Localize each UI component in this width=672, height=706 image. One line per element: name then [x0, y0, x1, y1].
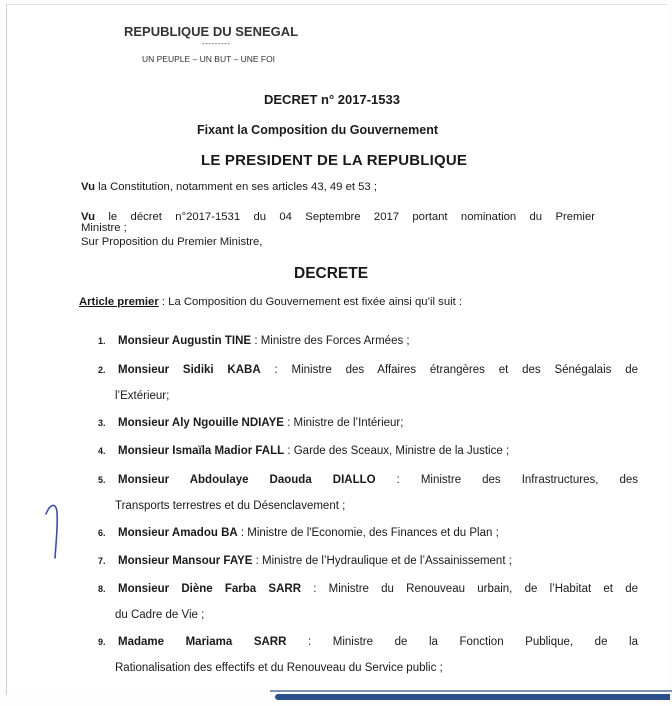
decree-subject: Fixant la Composition du Gouvernement [197, 123, 438, 137]
member-role-continued: Transports terrestres et du Désenclavement ; [115, 500, 346, 512]
member-role: : Ministre des Affaires étrangères et des Sénégalais de [274, 364, 638, 376]
member-line [118, 445, 509, 457]
country-header: REPUBLIQUE DU SENEGAL [124, 24, 299, 39]
member-name: Monsieur Aly Ngouille NDIAYE [118, 417, 284, 429]
member-number: 6. [98, 528, 106, 538]
member-number: 2. [98, 365, 106, 375]
preamble-line-2b: Ministre ; [81, 222, 127, 234]
member-number: 9. [98, 637, 106, 647]
member-role-continued: Rationalisation des effectifs et du Renouveau du Service public ; [115, 662, 443, 674]
scan-edge-line [270, 690, 672, 692]
member-name: Monsieur Augustin TINE [118, 335, 252, 347]
member-number: 1. [98, 336, 106, 346]
vu-label: Vu [81, 181, 96, 193]
member-name: Monsieur Ismaïla Madior FALL [118, 445, 285, 457]
member-role: : Ministre de l'Economie, des Finances et du Plan ; [240, 527, 499, 539]
decrete-heading: DECRETE [294, 265, 369, 282]
member-name: Monsieur Abdoulaye Daouda DIALLO [118, 474, 376, 486]
header-separator: --------- [202, 39, 231, 48]
member-line [118, 636, 638, 648]
member-line [118, 555, 512, 567]
member-role: : Ministre des Forces Armées ; [254, 335, 410, 347]
decree-number: DECRET n° 2017-1533 [264, 92, 400, 107]
member-role: : Ministre de la Fonction Publique, de la [308, 636, 638, 648]
member-name: Madame Mariama SARR [118, 636, 287, 648]
member-number: 7. [98, 556, 106, 566]
member-name: Monsieur Diène Farba SARR [118, 583, 302, 595]
article-text: : La Composition du Gouvernement est fixée ainsi qu’il suit : [158, 296, 463, 308]
member-name: Monsieur Sidiki KABA [118, 364, 261, 376]
member-number: 4. [98, 446, 106, 456]
member-number: 5. [98, 475, 106, 485]
member-role: : Ministre des Infrastructures, des [396, 474, 638, 486]
member-role-continued: du Cadre de Vie ; [115, 609, 205, 621]
vu-label-2: Vu [81, 211, 96, 223]
national-motto: UN PEUPLE – UN BUT – UNE FOI [142, 54, 276, 64]
member-line [118, 527, 499, 539]
member-line [118, 417, 403, 429]
member-role: : Ministre de l’Hydraulique et de l’Assainissement ; [255, 555, 512, 567]
member-role: : Garde des Sceaux, Ministre de la Justice ; [287, 445, 510, 457]
preamble-line-2 [81, 211, 595, 223]
member-line [118, 583, 638, 595]
article-premier [79, 296, 462, 308]
member-line [118, 335, 410, 347]
article-label: Article premier [79, 296, 159, 308]
handwritten-mark-1 [42, 500, 66, 562]
preamble-line-1 [81, 181, 377, 193]
member-number: 8. [98, 584, 106, 594]
preamble-line-2-text: le décret n°2017-1531 du 04 Septembre 2017 portant nomination du Premier [108, 211, 595, 223]
decree-authority: LE PRESIDENT DE LA REPUBLIQUE [201, 152, 468, 169]
scan-edge-bar [275, 694, 670, 700]
member-line [118, 474, 638, 486]
member-name: Monsieur Amadou BA [118, 527, 238, 539]
member-number: 3. [98, 418, 106, 428]
preamble-line-1-text: la Constitution, notamment en ses articles 43, 49 et 53 ; [98, 181, 377, 193]
member-role-continued: l’Extérieur; [115, 390, 170, 402]
member-role: : Ministre du Renouveau urbain, de l’Habitat et de [313, 583, 639, 595]
member-role: : Ministre de l’Intérieur; [287, 417, 404, 429]
member-name: Monsieur Mansour FAYE [118, 555, 253, 567]
member-line [118, 364, 638, 376]
preamble-line-3: Sur Proposition du Premier Ministre, [81, 236, 263, 248]
